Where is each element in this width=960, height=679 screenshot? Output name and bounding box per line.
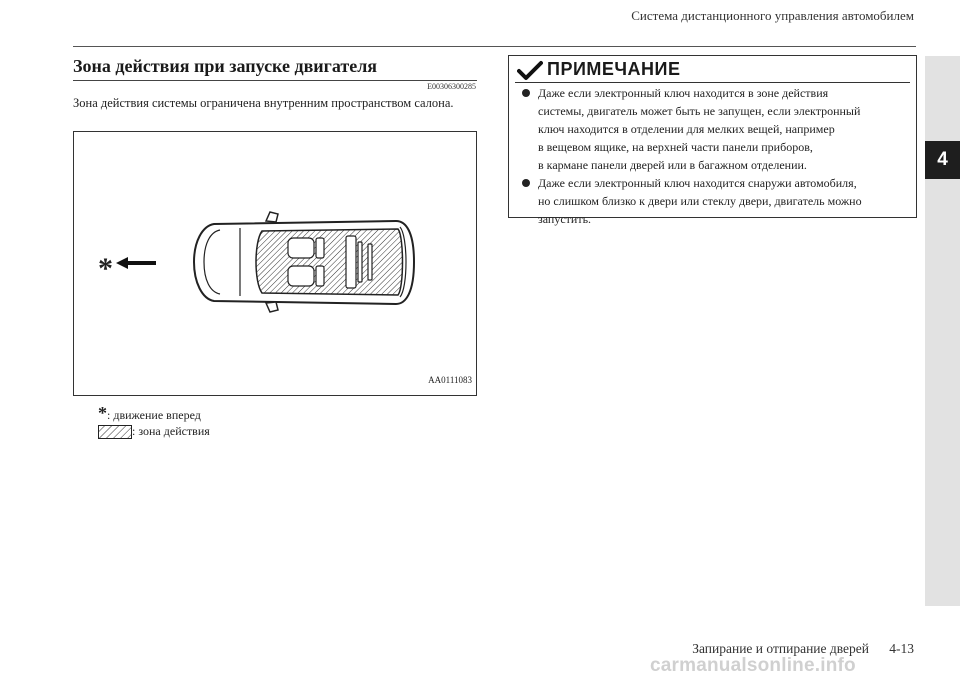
figure-code: AA0111083	[428, 375, 472, 385]
forward-direction-star: *	[98, 252, 113, 285]
hatched-box-icon	[98, 425, 132, 439]
header-title: Система дистанционного управления автомобилем	[631, 8, 914, 23]
title-rule	[73, 80, 477, 81]
car-top-view-illustration	[74, 132, 476, 395]
note-box	[508, 55, 917, 226]
note-item	[517, 174, 910, 228]
chapter-tab-strip	[925, 56, 960, 606]
bullet-icon	[522, 179, 530, 187]
note-line: в кармане панели дверей или в багажном отделении.	[538, 158, 807, 172]
legend-star-symbol: *	[98, 403, 107, 423]
note-line: Даже если электронный ключ находится снаружи автомобиля,	[538, 176, 857, 190]
note-header-rule	[515, 82, 910, 83]
section-title: Зона действия при запуске двигателя	[73, 56, 378, 76]
legend-zone: : зона действия	[98, 424, 210, 439]
forward-arrow-icon	[116, 257, 156, 269]
legend-forward: *: движение вперед	[98, 403, 201, 423]
note-line: запустить.	[538, 212, 592, 226]
note-line: в вещевом ящике, на верхней части панели приборов,	[538, 140, 813, 154]
note-line: ключ находится в отделении для мелких вещей, например	[538, 122, 835, 136]
operating-zone-hatched	[256, 229, 403, 295]
note-line: системы, двигатель может быть не запущен, если электронный	[538, 104, 861, 118]
bullet-icon	[522, 89, 530, 97]
note-line: Даже если электронный ключ находится в зоне действия	[538, 86, 829, 100]
section-code: E00306300285	[427, 82, 476, 91]
watermark: carmanualsonline.info	[650, 655, 856, 676]
note-title: ПРИМЕЧАНИЕ	[547, 59, 681, 79]
legend-zone-label: зона действия	[138, 424, 210, 438]
checkmark-icon	[517, 60, 543, 82]
legend-forward-label: движение вперед	[113, 408, 201, 422]
footer-page-label: Запирание и отпирание дверей 4-13	[692, 641, 914, 656]
note-item	[517, 84, 910, 174]
note-list	[517, 84, 910, 228]
intro-text: Зона действия системы ограничена внутренним пространством салона.	[73, 96, 454, 110]
chapter-tab-number: 4	[925, 141, 960, 179]
note-line: но слишком близко к двери или стеклу двери, двигатель можно	[538, 194, 862, 208]
figure-frame	[73, 131, 477, 396]
header-rule	[73, 46, 916, 47]
